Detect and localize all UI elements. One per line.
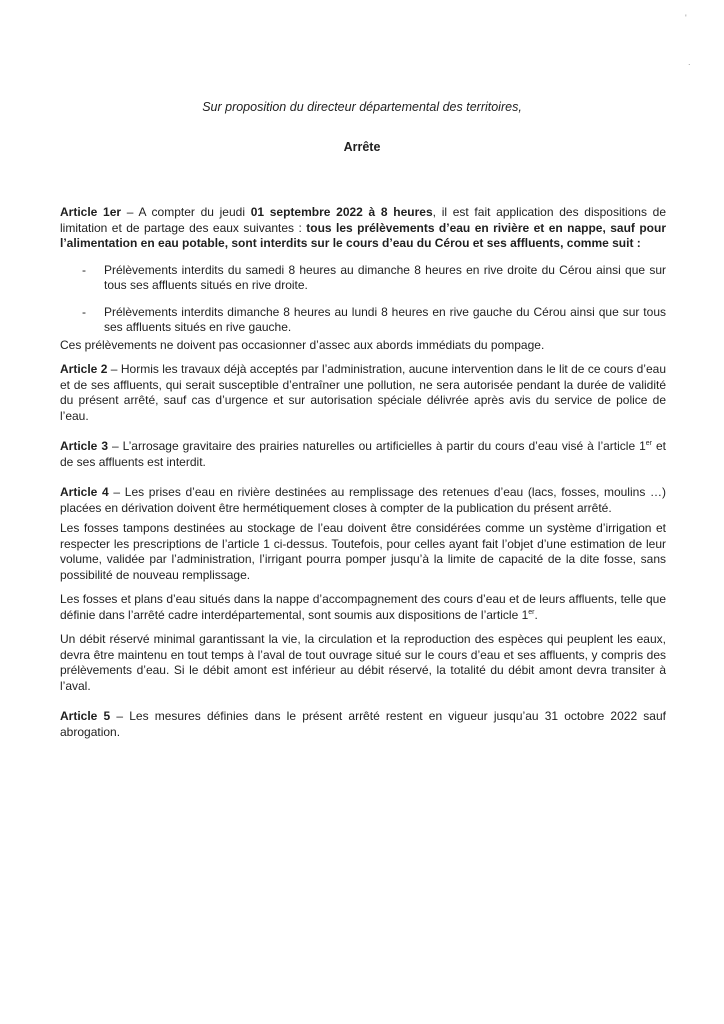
list-item: - Prélèvements interdits dimanche 8 heures au lundi 8 heures en rive gauche du Cérou ainsi que sur tous ses affluents situés en rive gauche. — [82, 304, 666, 334]
decree-body — [60, 205, 666, 740]
ban-statement: tous les prélèvements d’eau en rivière et en nappe, sauf pour l’alimentation en eau potable, sont interdits sur le cours d’eau du Cérou et ses affluents, comme suit : — [60, 220, 666, 250]
article-1: Article 1er – A compter du jeudi 01 septembre 2022 à 8 heures, il est fait application des dispositions de limitation et de partage des eaux suivantes : tous les prélèvements d’eau en rivière et en nappe, sauf pour l’alimentation en eau potable, sont interdits sur le cours d’eau du Cérou et ses affluents, comme suit : — [60, 205, 667, 250]
start-date: 01 septembre 2022 à 8 heures — [250, 205, 433, 219]
article-5: Article 5 – Les mesures définies dans le présent arrêté restent en vigueur jusqu’au 31 octobre 2022 sauf abrogation. — [60, 709, 666, 739]
article-1-closing: Ces prélèvements ne doivent pas occasionner d’assec aux abords immédiats du pompage. — [60, 337, 545, 352]
scan-mark: . — [688, 57, 691, 67]
article-4-paragraph: Les fosses et plans d’eau situés dans la nappe d’accompagnement des cours d’eau et de leurs affluents, telle que définie dans l’arrêté cadre interdépartemental, sont soumis aux dispositions de l’article 1er. — [60, 592, 666, 622]
intro-line: Sur proposition du directeur départemental des territoires, — [202, 100, 522, 114]
list-item: - Prélèvements interdits du samedi 8 heures au dimanche 8 heures en rive droite du Cérou ainsi que sur tous ses affluents situés en rive droite. — [82, 262, 666, 292]
article-1-label: Article 1er — [60, 205, 122, 219]
article-4: Article 4 – Les prises d’eau en rivière destinées au remplissage des retenues d’eau (lacs, fosses, moulins …) placées en dérivation doivent être hermétiquement closes à compter de la publication du présent arrêté. — [60, 485, 667, 515]
article-2: Article 2 – Hormis les travaux déjà acceptés par l’administration, aucune intervention dans le lit de ce cours d’eau et de ses affluents, qui serait susceptible d’entraîner une pollution, ne sera autorisée pendant la durée de validité du présent arrêté, sauf cas d’urgence et sur autorisation spéciale délivrée après avis du service de police de l’eau. — [60, 362, 666, 423]
article-2-label: Article 2 — [60, 362, 108, 376]
restriction-list — [60, 263, 666, 336]
article-3-label: Article 3 — [60, 439, 108, 453]
article-5-label: Article 5 — [60, 709, 111, 723]
article-4-paragraph: Un débit réservé minimal garantissant la vie, la circulation et la reproduction des espèces qui peuplent les eaux, devra être maintenu en tout temps à l’aval de tout ouvrage situé sur le cours d’eau et ses affluents, y compris des prélèvements d’eau. Si le débit amont est inférieur au débit réservé, la totalité du débit amont devra transiter à l’aval. — [60, 632, 666, 693]
article-4-paragraph: Les fosses tampons destinées au stockage de l’eau doivent être considérées comme un système d’irrigation et respecter les prescriptions de l’article 1 ci-dessus. Toutefois, pour celles ayant fait l’objet d’une estimation de leur volume, validée par l’administration, l’irrigant pourra pomper jusqu’à la limite de capacité de la dite fosse, sans possibilité de nouveau remplissage. — [60, 521, 666, 582]
scan-mark: ' — [685, 13, 687, 23]
decree-title: Arrête — [343, 140, 381, 154]
article-3: Article 3 – L’arrosage gravitaire des prairies naturelles ou artificielles à partir du cours d’eau visé à l’article 1er et de ses affluents est interdit. — [60, 439, 666, 469]
article-4-label: Article 4 — [60, 485, 109, 499]
